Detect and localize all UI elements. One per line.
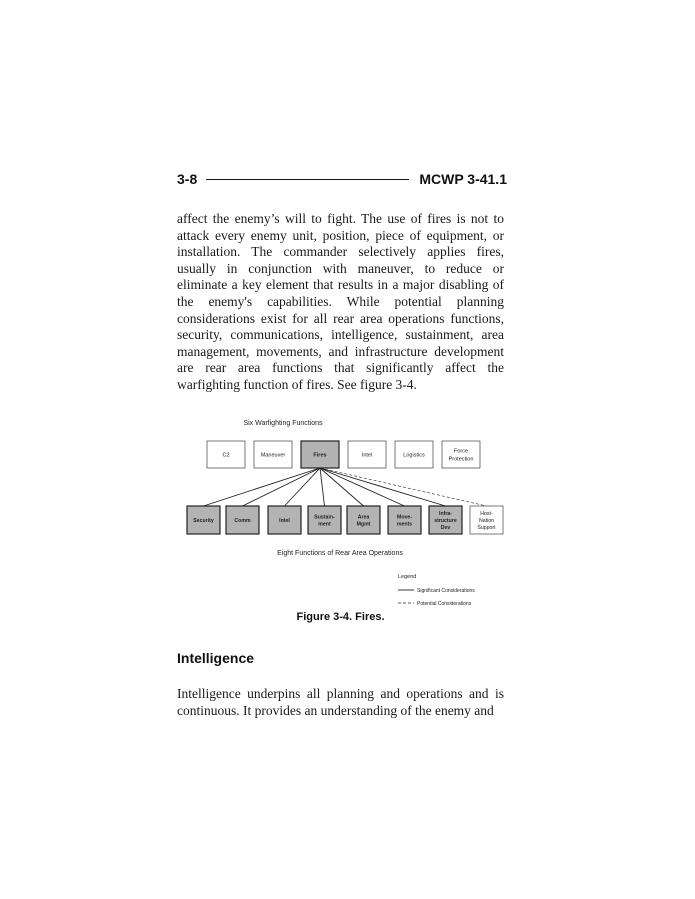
legend-title-text: Legend (398, 574, 417, 580)
body-paragraph-intelligence: Intelligence underpins all planning and operations and is continuous. It provides an understanding of the enemy and (177, 686, 504, 718)
bottom-box-label-infra-structure-dev-0: Infra- (439, 511, 452, 517)
top-box-label-force-protection-0: Force (453, 448, 469, 455)
bottom-box-label-move-ments-1: ments (396, 521, 413, 528)
bottom-box-label-infra-structure-dev-2: Dev (440, 525, 451, 531)
bottom-box-label-host-nation-support-2: Support (477, 525, 496, 531)
legend-potential-text: Potential Considerations (417, 601, 472, 607)
top-box-label-maneuver-0: Maneuver (260, 452, 286, 459)
bottom-box-label-area-mgmt-0: Area (357, 514, 370, 521)
header-rule (206, 179, 409, 180)
running-header (177, 171, 507, 191)
connector-area-mgmt (320, 468, 364, 506)
figure-caption: Figure 3-4. Fires. (296, 611, 385, 623)
top-title-text: Six Warfighting Functions (243, 420, 323, 427)
connector-move-ments (320, 468, 405, 506)
bottom-box-label-security-0: Security (193, 518, 214, 524)
bottom-box-label-host-nation-support-0: Host- (480, 511, 493, 517)
connector-infra-structure-dev (320, 468, 446, 506)
body-paragraph-fires: affect the enemy’s will to fight. The use of fires is not to attack every enemy unit, position, piece of equipment, or installation. The commander selectively applies fires, usually in conjunction with maneuver, to reduce or eliminate a key element that results in a major disabling of the enemy's capabilities. While potential planning considerations exist for all rear area operations functions, security, communications, intelligence, sustainment, area management, movements, and infrastructure development are rear area functions that significantly affect the warfighting function of fires. See figure 3-4. (177, 211, 504, 392)
bottom-box-label-infra-structure-dev-1: structure (434, 518, 457, 524)
publication-id: MCWP 3-41.1 (419, 171, 507, 187)
top-box-force-protection (442, 441, 480, 468)
page-number: 3-8 (177, 171, 198, 187)
connector-comm (243, 468, 321, 506)
connector-host-nation-support (320, 468, 487, 506)
top-box-label-c2-0: C2 (222, 452, 230, 459)
top-box-label-intel-0: Intel (361, 452, 373, 459)
bottom-box-label-intel-0: Intel (279, 518, 290, 524)
connector-sustain-ment (320, 468, 325, 506)
top-box-label-logistics-0: Logistics (403, 452, 425, 459)
fires-diagram-svg (185, 410, 505, 616)
bottom-box-label-host-nation-support-1: Nation (479, 518, 494, 524)
top-box-label-fires-0: Fires (313, 452, 327, 459)
legend-significant-text: Significant Considerations (417, 588, 475, 594)
figure-fires-diagram (185, 410, 505, 616)
bottom-box-label-area-mgmt-1: Mgmt (356, 521, 371, 528)
bottom-title-text: Eight Functions of Rear Area Operations (277, 550, 403, 557)
top-box-label-force-protection-1: Protection (448, 456, 474, 463)
bottom-box-label-sustain-ment-0: Sustain- (314, 514, 335, 521)
bottom-box-label-comm-0: Comm (234, 518, 251, 524)
bottom-box-label-move-ments-0: Move- (397, 514, 412, 521)
bottom-box-label-sustain-ment-1: ment (318, 521, 331, 528)
section-heading-intelligence: Intelligence (177, 650, 255, 666)
